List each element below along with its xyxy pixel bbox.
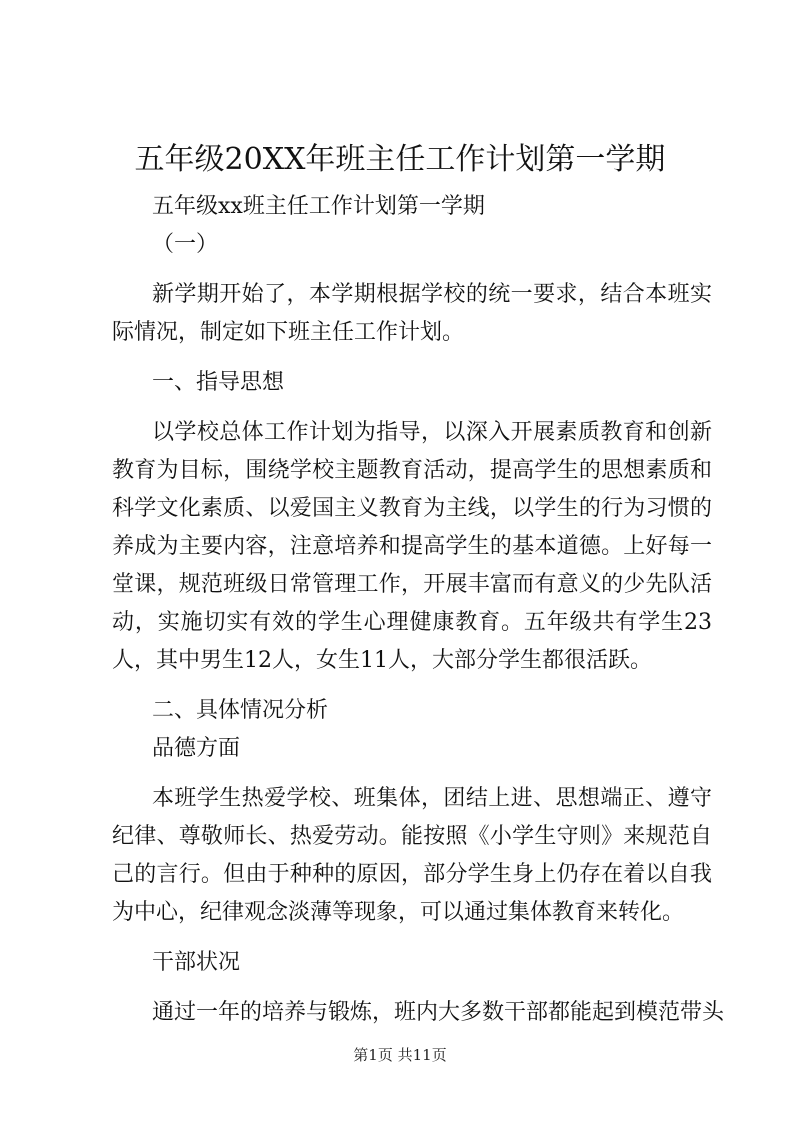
paragraph-cadres: 通过一年的培养与锻炼，班内大多数干部都能起到模范带头 (152, 1000, 725, 1025)
subheading-cadres: 干部状况 (152, 950, 241, 975)
heading-situation-analysis: 二、具体情况分析 (152, 698, 329, 723)
paragraph-intro: 新学期开始了，本学期根据学校的统一要求，结合本班实际情况，制定如下班主任工作计划。 (112, 282, 712, 345)
paragraph-guiding-thought: 以学校总体工作计划为指导，以深入开展素质教育和创新教育为目标，围绕学校主题教育活动，提高学生的思想素质和科学文化素质、以爱国主义教育为主线，以学生的行为习惯的养成为主要内容，注意培养和提高学生的基本道德。上好每一堂课，规范班级日常管理工作，开展丰富而有意义的少先队活动，实施切实有效的学生心理健康教育。五年级共有学生23人，其中男生12人，女生11人，大部分学生都很活跃。 (112, 420, 712, 673)
paragraph-section-number: （一） (152, 232, 219, 257)
document-title: 五年级20XX年班主任工作计划第一学期 (134, 142, 666, 177)
subheading-moral: 品德方面 (152, 736, 241, 761)
paragraph-subtitle: 五年级xx班主任工作计划第一学期 (152, 194, 485, 219)
paragraph-moral: 本班学生热爱学校、班集体，团结上进、思想端正、遵守纪律、尊敬师长、热爱劳动。能按照《小学生守则》来规范自己的言行。但由于种种的原因，部分学生身上仍存在着以自我为中心，纪律观念淡薄等现象，可以通过集体教育来转化。 (112, 786, 712, 925)
document-body (112, 188, 725, 1032)
heading-guiding-thought: 一、指导思想 (152, 370, 285, 395)
page-number-footer: 第1页 共11页 (353, 1046, 447, 1064)
